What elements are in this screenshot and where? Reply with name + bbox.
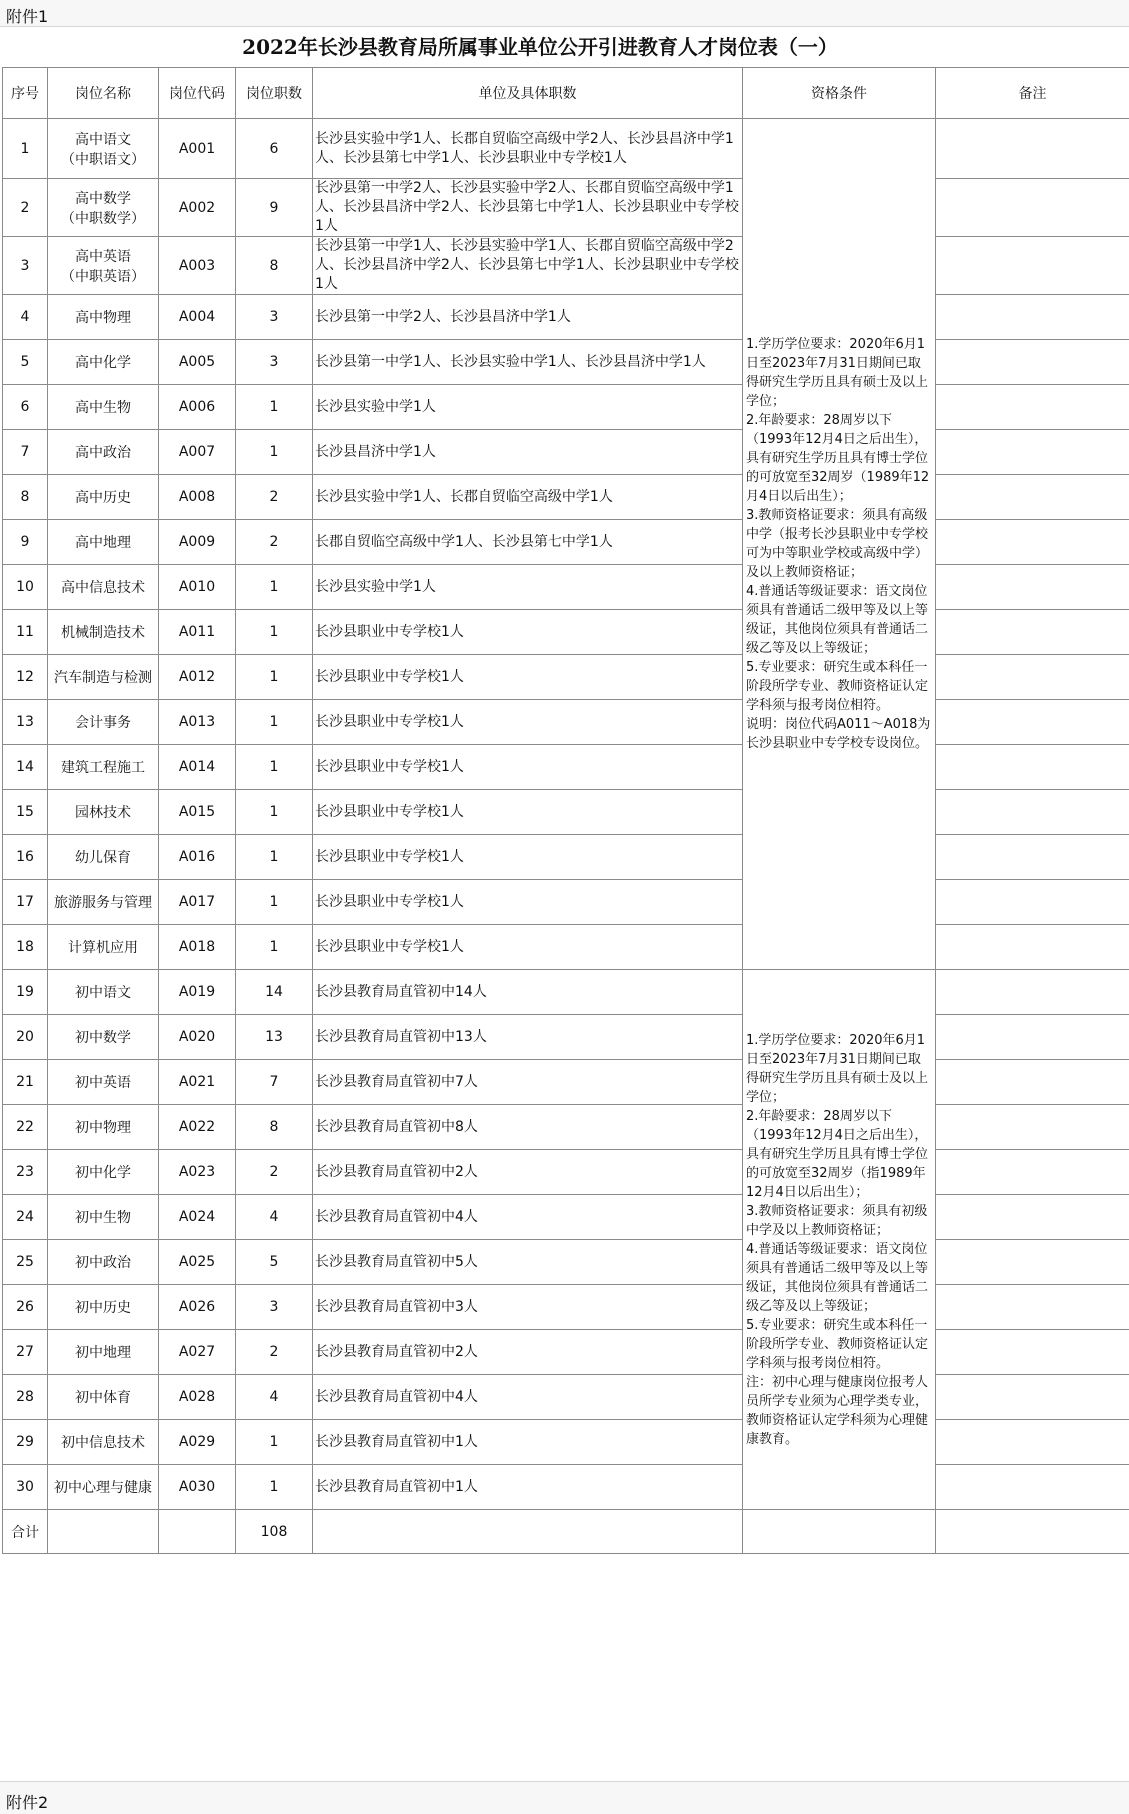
cell-count: 1 — [236, 700, 313, 745]
total-row — [3, 1510, 1129, 1554]
qualification-item: 注：初中心理与健康岗位报考人员所学专业须为心理学类专业，教师资格证认定学科须为心理健康教育。 — [746, 1373, 932, 1449]
cell-units: 长郡自贸临空高级中学1人、长沙县第七中学1人 — [313, 520, 743, 565]
qualification-high-school — [743, 119, 936, 970]
table-row — [3, 1465, 1129, 1510]
cell-remark — [936, 790, 1129, 835]
table-row — [3, 295, 1129, 340]
cell-position: 高中生物 — [48, 385, 159, 430]
cell-count: 1 — [236, 655, 313, 700]
cell-no: 11 — [3, 610, 48, 655]
cell-no: 20 — [3, 1015, 48, 1060]
cell-units: 长沙县教育局直管初中1人 — [313, 1420, 743, 1465]
cell-count: 1 — [236, 790, 313, 835]
table-row — [3, 475, 1129, 520]
attachment-label: 附件2 — [6, 1790, 48, 1813]
cell-position: 计算机应用 — [48, 925, 159, 970]
cell-position: 初中心理与健康 — [48, 1465, 159, 1510]
cell-code: A018 — [159, 925, 236, 970]
cell-position: 高中数学 （中职数学） — [48, 179, 159, 237]
cell-units: 长沙县第一中学2人、长沙县实验中学2人、长郡自贸临空高级中学1人、长沙县昌济中学2人、长沙县第七中学1人、长沙县职业中专学校1人 — [313, 179, 743, 237]
cell-remark — [936, 745, 1129, 790]
cell-no: 26 — [3, 1285, 48, 1330]
qualification-item: 5.专业要求：研究生或本科任一阶段所学专业、教师资格证认定学科须与报考岗位相符。 — [746, 658, 932, 715]
cell-count: 1 — [236, 430, 313, 475]
table-row — [3, 119, 1129, 179]
cell-code: A005 — [159, 340, 236, 385]
cell-units: 长沙县职业中专学校1人 — [313, 610, 743, 655]
qualification-item: 2.年龄要求：28周岁以下（1993年12月4日之后出生），具有研究生学历且具有博士学位的可放宽至32周岁（1989年12月4日以后出生）； — [746, 411, 932, 506]
cell-remark — [936, 1195, 1129, 1240]
cell-units: 长沙县教育局直管初中2人 — [313, 1330, 743, 1375]
cell-units: 长沙县实验中学1人 — [313, 565, 743, 610]
qualification-item: 1.学历学位要求：2020年6月1日至2023年7月31日期间已取得研究生学历且具有硕士及以上学位； — [746, 1031, 932, 1107]
cell-units: 长沙县教育局直管初中8人 — [313, 1105, 743, 1150]
cell-remark — [936, 610, 1129, 655]
cell-count: 13 — [236, 1015, 313, 1060]
cell-no: 7 — [3, 430, 48, 475]
cell-remark — [936, 295, 1129, 340]
cell-no: 14 — [3, 745, 48, 790]
cell-no: 1 — [3, 119, 48, 179]
cell-position: 高中地理 — [48, 520, 159, 565]
cell-remark — [936, 1420, 1129, 1465]
cell-remark — [936, 475, 1129, 520]
cell-count: 6 — [236, 119, 313, 179]
cell-units: 长沙县教育局直管初中1人 — [313, 1465, 743, 1510]
cell-position: 初中化学 — [48, 1150, 159, 1195]
table-row — [3, 565, 1129, 610]
cell-units: 长沙县教育局直管初中2人 — [313, 1150, 743, 1195]
cell-units: 长沙县教育局直管初中7人 — [313, 1060, 743, 1105]
table-row — [3, 745, 1129, 790]
cell-code: A014 — [159, 745, 236, 790]
cell-count: 3 — [236, 340, 313, 385]
cell-code: A027 — [159, 1330, 236, 1375]
cell-count: 14 — [236, 970, 313, 1015]
cell-code: A016 — [159, 835, 236, 880]
cell-no: 30 — [3, 1465, 48, 1510]
qualification-middle-school — [743, 970, 936, 1510]
cell-no: 19 — [3, 970, 48, 1015]
qualification-item: 1.学历学位要求：2020年6月1日至2023年7月31日期间已取得研究生学历且具有硕士及以上学位； — [746, 335, 932, 411]
cell-code: A029 — [159, 1420, 236, 1465]
cell-count: 1 — [236, 1420, 313, 1465]
cell-no: 17 — [3, 880, 48, 925]
table-row — [3, 179, 1129, 237]
qualification-item: 4.普通话等级证要求：语文岗位须具有普通话二级甲等及以上等级证，其他岗位须具有普通话二级乙等及以上等级证； — [746, 1240, 932, 1316]
cell-code: A008 — [159, 475, 236, 520]
cell-units: 长沙县职业中专学校1人 — [313, 790, 743, 835]
cell-count: 4 — [236, 1195, 313, 1240]
cell-count: 2 — [236, 1150, 313, 1195]
cell-no: 25 — [3, 1240, 48, 1285]
table-row — [3, 1240, 1129, 1285]
cell-no: 29 — [3, 1420, 48, 1465]
cell-count: 3 — [236, 295, 313, 340]
cell-units: 长沙县职业中专学校1人 — [313, 655, 743, 700]
cell-remark — [936, 1240, 1129, 1285]
attachment-label: 附件1 — [6, 4, 48, 27]
cell-position: 会计事务 — [48, 700, 159, 745]
cell-no: 13 — [3, 700, 48, 745]
cell-code: A026 — [159, 1285, 236, 1330]
total-count: 108 — [236, 1510, 313, 1554]
cell-units: 长沙县职业中专学校1人 — [313, 880, 743, 925]
cell-count: 2 — [236, 1330, 313, 1375]
cell-units: 长沙县教育局直管初中13人 — [313, 1015, 743, 1060]
cell-code: A013 — [159, 700, 236, 745]
cell-units: 长沙县职业中专学校1人 — [313, 835, 743, 880]
table-row — [3, 655, 1129, 700]
qualification-item: 3.教师资格证要求：须具有初级中学及以上教师资格证； — [746, 1202, 932, 1240]
cell-units: 长沙县第一中学2人、长沙县昌济中学1人 — [313, 295, 743, 340]
cell-units: 长沙县职业中专学校1人 — [313, 745, 743, 790]
table-row — [3, 1420, 1129, 1465]
cell-no: 10 — [3, 565, 48, 610]
cell-code: A017 — [159, 880, 236, 925]
total-empty — [313, 1510, 743, 1554]
cell-units: 长沙县教育局直管初中3人 — [313, 1285, 743, 1330]
total-label: 合计 — [3, 1510, 48, 1554]
cell-position: 高中英语 （中职英语） — [48, 237, 159, 295]
sheet-footer-bar — [0, 1781, 1129, 1814]
table-row — [3, 1285, 1129, 1330]
cell-remark — [936, 385, 1129, 430]
header-row — [3, 68, 1129, 119]
header-no: 序号 — [3, 68, 48, 119]
table-row — [3, 1150, 1129, 1195]
cell-remark — [936, 1375, 1129, 1420]
cell-remark — [936, 655, 1129, 700]
cell-remark — [936, 880, 1129, 925]
cell-remark — [936, 1015, 1129, 1060]
cell-position: 初中生物 — [48, 1195, 159, 1240]
cell-position: 高中政治 — [48, 430, 159, 475]
cell-no: 5 — [3, 340, 48, 385]
cell-position: 汽车制造与检测 — [48, 655, 159, 700]
qualification-item: 3.教师资格证要求：须具有高级中学（报考长沙县职业中专学校可为中等职业学校或高级中学）及以上教师资格证； — [746, 506, 932, 582]
cell-code: A024 — [159, 1195, 236, 1240]
cell-remark — [936, 565, 1129, 610]
cell-no: 3 — [3, 237, 48, 295]
table-row — [3, 1195, 1129, 1240]
cell-position: 初中政治 — [48, 1240, 159, 1285]
cell-remark — [936, 1105, 1129, 1150]
sheet-header-bar — [0, 0, 1129, 27]
cell-position: 初中语文 — [48, 970, 159, 1015]
cell-code: A012 — [159, 655, 236, 700]
cell-count: 4 — [236, 1375, 313, 1420]
table-row — [3, 430, 1129, 475]
cell-position: 初中信息技术 — [48, 1420, 159, 1465]
cell-code: A025 — [159, 1240, 236, 1285]
cell-count: 1 — [236, 1465, 313, 1510]
cell-count: 9 — [236, 179, 313, 237]
cell-units: 长沙县职业中专学校1人 — [313, 700, 743, 745]
table-row — [3, 700, 1129, 745]
header-position: 岗位名称 — [48, 68, 159, 119]
cell-count: 1 — [236, 925, 313, 970]
table-row — [3, 1060, 1129, 1105]
cell-code: A006 — [159, 385, 236, 430]
qualification-item: 5.专业要求：研究生或本科任一阶段所学专业、教师资格证认定学科须与报考岗位相符。 — [746, 1316, 932, 1373]
cell-count: 8 — [236, 237, 313, 295]
cell-remark — [936, 700, 1129, 745]
cell-count: 7 — [236, 1060, 313, 1105]
cell-units: 长沙县教育局直管初中14人 — [313, 970, 743, 1015]
cell-count: 5 — [236, 1240, 313, 1285]
table-row — [3, 835, 1129, 880]
cell-remark — [936, 340, 1129, 385]
cell-units: 长沙县实验中学1人、长郡自贸临空高级中学1人 — [313, 475, 743, 520]
table-row — [3, 970, 1129, 1015]
table-row — [3, 385, 1129, 430]
total-empty — [159, 1510, 236, 1554]
cell-count: 1 — [236, 745, 313, 790]
table-row — [3, 925, 1129, 970]
cell-position: 高中信息技术 — [48, 565, 159, 610]
page-title: 2022年长沙县教育局所属事业单位公开引进教育人才岗位表（一） — [0, 26, 1080, 68]
cell-code: A009 — [159, 520, 236, 565]
cell-position: 旅游服务与管理 — [48, 880, 159, 925]
cell-position: 幼儿保育 — [48, 835, 159, 880]
cell-no: 6 — [3, 385, 48, 430]
cell-remark — [936, 1285, 1129, 1330]
cell-remark — [936, 1060, 1129, 1105]
cell-count: 2 — [236, 520, 313, 565]
table-row — [3, 340, 1129, 385]
cell-units: 长沙县第一中学1人、长沙县实验中学1人、长郡自贸临空高级中学2人、长沙县昌济中学2人、长沙县第七中学1人、长沙县职业中专学校1人 — [313, 237, 743, 295]
cell-no: 2 — [3, 179, 48, 237]
cell-no: 12 — [3, 655, 48, 700]
cell-position: 初中英语 — [48, 1060, 159, 1105]
cell-remark — [936, 520, 1129, 565]
cell-count: 1 — [236, 835, 313, 880]
cell-count: 1 — [236, 610, 313, 655]
cell-position: 建筑工程施工 — [48, 745, 159, 790]
cell-position: 初中地理 — [48, 1330, 159, 1375]
header-count: 岗位职数 — [236, 68, 313, 119]
cell-position: 高中语文 （中职语文） — [48, 119, 159, 179]
cell-code: A003 — [159, 237, 236, 295]
cell-remark — [936, 119, 1129, 179]
table-row — [3, 1015, 1129, 1060]
cell-code: A007 — [159, 430, 236, 475]
cell-units: 长沙县实验中学1人 — [313, 385, 743, 430]
cell-count: 1 — [236, 565, 313, 610]
cell-count: 8 — [236, 1105, 313, 1150]
cell-position: 高中物理 — [48, 295, 159, 340]
cell-remark — [936, 1465, 1129, 1510]
table-row — [3, 790, 1129, 835]
cell-code: A011 — [159, 610, 236, 655]
cell-units: 长沙县教育局直管初中5人 — [313, 1240, 743, 1285]
cell-position: 初中数学 — [48, 1015, 159, 1060]
cell-code: A028 — [159, 1375, 236, 1420]
cell-remark — [936, 179, 1129, 237]
cell-count: 1 — [236, 385, 313, 430]
cell-remark — [936, 970, 1129, 1015]
cell-code: A021 — [159, 1060, 236, 1105]
cell-position: 初中体育 — [48, 1375, 159, 1420]
qualification-item: 4.普通话等级证要求：语文岗位须具有普通话二级甲等及以上等级证，其他岗位须具有普通话二级乙等及以上等级证； — [746, 582, 932, 658]
cell-position: 园林技术 — [48, 790, 159, 835]
cell-units: 长沙县第一中学1人、长沙县实验中学1人、长沙县昌济中学1人 — [313, 340, 743, 385]
table-row — [3, 1330, 1129, 1375]
cell-code: A010 — [159, 565, 236, 610]
table-row — [3, 610, 1129, 655]
cell-no: 27 — [3, 1330, 48, 1375]
cell-code: A004 — [159, 295, 236, 340]
cell-code: A030 — [159, 1465, 236, 1510]
cell-units: 长沙县教育局直管初中4人 — [313, 1375, 743, 1420]
cell-units: 长沙县职业中专学校1人 — [313, 925, 743, 970]
cell-count: 3 — [236, 1285, 313, 1330]
qualification-item: 2.年龄要求：28周岁以下（1993年12月4日之后出生），具有研究生学历且具有博士学位的可放宽至32周岁（指1989年12月4日以后出生）； — [746, 1107, 932, 1202]
cell-remark — [936, 430, 1129, 475]
cell-no: 15 — [3, 790, 48, 835]
cell-count: 1 — [236, 880, 313, 925]
cell-position: 高中历史 — [48, 475, 159, 520]
positions-table — [2, 67, 1129, 1554]
header-qualification: 资格条件 — [743, 68, 936, 119]
cell-remark — [936, 925, 1129, 970]
cell-position: 初中物理 — [48, 1105, 159, 1150]
table-row — [3, 237, 1129, 295]
cell-no: 23 — [3, 1150, 48, 1195]
cell-no: 28 — [3, 1375, 48, 1420]
cell-units: 长沙县实验中学1人、长郡自贸临空高级中学2人、长沙县昌济中学1人、长沙县第七中学1人、长沙县职业中专学校1人 — [313, 119, 743, 179]
cell-no: 16 — [3, 835, 48, 880]
header-code: 岗位代码 — [159, 68, 236, 119]
cell-no: 4 — [3, 295, 48, 340]
cell-code: A001 — [159, 119, 236, 179]
cell-no: 22 — [3, 1105, 48, 1150]
table-row — [3, 520, 1129, 565]
cell-no: 24 — [3, 1195, 48, 1240]
cell-remark — [936, 1330, 1129, 1375]
table-row — [3, 880, 1129, 925]
cell-code: A019 — [159, 970, 236, 1015]
cell-remark — [936, 237, 1129, 295]
cell-remark — [936, 835, 1129, 880]
cell-no: 9 — [3, 520, 48, 565]
total-empty — [743, 1510, 936, 1554]
cell-code: A020 — [159, 1015, 236, 1060]
cell-code: A015 — [159, 790, 236, 835]
cell-no: 8 — [3, 475, 48, 520]
cell-code: A002 — [159, 179, 236, 237]
cell-remark — [936, 1150, 1129, 1195]
cell-code: A023 — [159, 1150, 236, 1195]
header-units: 单位及具体职数 — [313, 68, 743, 119]
table-row — [3, 1105, 1129, 1150]
cell-position: 初中历史 — [48, 1285, 159, 1330]
header-remark: 备注 — [936, 68, 1129, 119]
cell-units: 长沙县昌济中学1人 — [313, 430, 743, 475]
cell-units: 长沙县教育局直管初中4人 — [313, 1195, 743, 1240]
total-empty — [48, 1510, 159, 1554]
cell-position: 高中化学 — [48, 340, 159, 385]
cell-code: A022 — [159, 1105, 236, 1150]
cell-count: 2 — [236, 475, 313, 520]
cell-no: 21 — [3, 1060, 48, 1105]
qualification-item: 说明：岗位代码A011～A018为长沙县职业中专学校专设岗位。 — [746, 715, 932, 753]
table-row — [3, 1375, 1129, 1420]
cell-position: 机械制造技术 — [48, 610, 159, 655]
total-empty — [936, 1510, 1129, 1554]
cell-no: 18 — [3, 925, 48, 970]
